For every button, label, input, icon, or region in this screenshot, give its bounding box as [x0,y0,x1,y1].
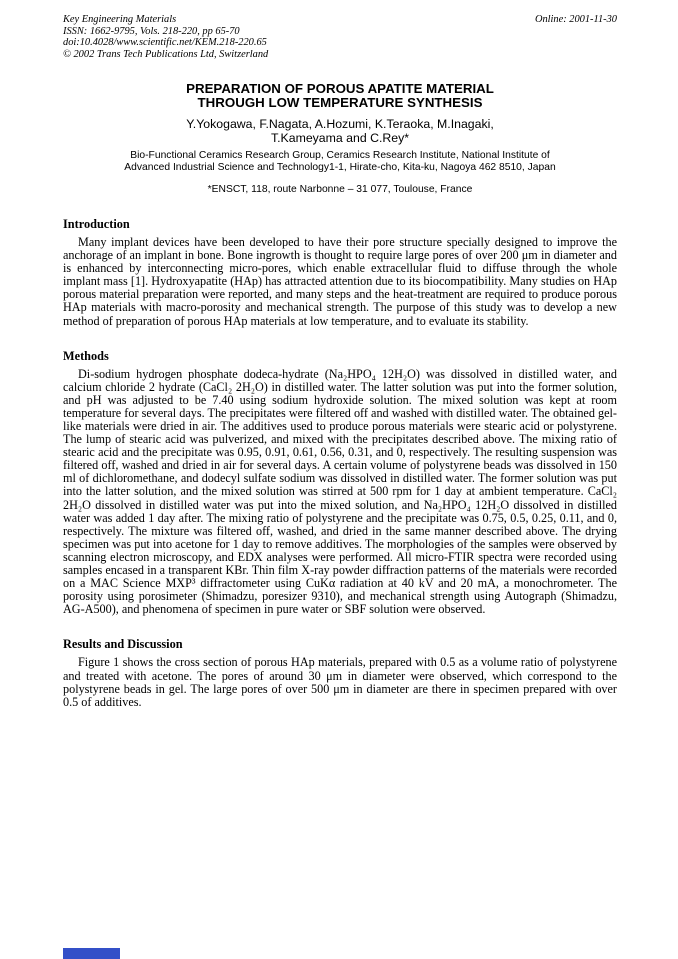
section-heading-results: Results and Discussion [63,637,183,652]
doi-line: doi:10.4028/www.scientific.net/KEM.218-220.65 [63,37,267,49]
introduction-paragraph: Many implant devices have been developed to have their pore structure specially designed to improve the anchorage of an implant in bone. Bone ingrowth is thought to require large pores of over 200 μm in diameter and is enhanced by interconnecting micro-pores, which enable extracellular fluid to diffuse through the whole implant mass [1]. Hydroxyapatite (HAp) has attracted attention due to its biocompatibility. Many studies on HAp porous material preparation were reported, and many steps and the heat-treatment are required to produce porous HAp materials with macro-porosity and mechanical strength. The purpose of this study was to develop a new method of preparation of porous HAp materials at low temperature, and to evaluate its stability. [63,234,617,328]
section-heading-introduction: Introduction [63,216,130,231]
issn-line: ISSN: 1662-9795, Vols. 218-220, pp 65-70 [63,25,240,37]
section-heading-methods: Methods [63,348,109,363]
authors-line-2: T.Kameyama and C.Rey* [270,130,410,145]
affiliation-enscr: *ENSCT, 118, route Narbonne – 31 077, Toulouse, France [207,184,473,196]
section-methods [63,350,617,617]
results-paragraph: Figure 1 shows the cross section of porous HAp materials, prepared with 0.5 as a volume ratio of polystyrene and treated with acetone. The pores of around 30 μm in diameter were observed, which correspond to the polystyrene beads in gel. The large pores of over 500 μm in diameter are there in specimen prepared with over 0.5 of additives. [63,655,617,709]
paper-title [63,82,617,111]
page-header [63,14,617,61]
copyright-line: © 2002 Trans Tech Publications Ltd, Switzerland [63,49,269,61]
affiliation-line-1: Bio-Functional Ceramics Research Group, Ceramics Research Institute, National Institute of [130,150,550,162]
authors [63,118,617,145]
section-results [63,638,617,708]
affiliation [63,150,617,173]
authors-line-1: Y.Yokogawa, F.Nagata, A.Hozumi, K.Teraoka, M.Inagaki, [186,117,494,131]
paper-title-line-2: THROUGH LOW TEMPERATURE SYNTHESIS [197,95,483,111]
affiliation-line-2: Advanced Industrial Science and Technology1-1, Hirate-cho, Kita-ku, Nagoya 462 8510, Japan [124,161,556,173]
paper-title-line-1: PREPARATION OF POROUS APATITE MATERIAL [186,80,494,96]
journal-name: Key Engineering Materials [63,14,177,25]
footer-link-bar[interactable] [63,948,120,959]
journal-info-block [63,14,268,61]
methods-paragraph: Di-sodium hydrogen phosphate dodeca-hydrate (Na₂HPO₄ 12H₂O) was dissolved in distilled water, and calcium chloride 2 hydrate (CaCl₂ 2H₂O) in distilled water. The latter solution was put into the former solution, and pH was adjusted to be 7.40 using sodium hydroxide solution. The mixed solution was kept at room temperature for several days. The precipitates were filtered off and washed with distilled water. The obtained gel-like materials were dried in air. The additives used to produce porous materials were stearic acid or polystyrene. The lump of stearic acid was pulverized, and mixed with the precipitates described above. The mixing ratio of stearic acid and the precipitate was 0.95, 0.91, 0.61, 0.56, 0.31, and 0, respectively. The resulting suspension was filtered off, washed and dried in air for several days. A certain volume of polystyrene beads was dissolved in 150 ml of dichloromethane, and dodecyl sulfate sodium was dissolved in distilled water. The former solution was put into the latter solution, and the mixed solution was stirred at 500 rpm for 1 day at ambient temperature. CaCl₂ 2H₂O dissolved in distilled water was put into the mixed solution, and Na₂HPO₄ 12H₂O dissolved in distilled water was added 1 day after. The mixing ratio of polystyrene and the precipitate was 0.75, 0.5, 0.25, 0.11, and 0, respectively. The mixture was filtered off, washed, and dried in the same manner described above. The drying specimen was put into acetone for 1 day to remove additives. The morphologies of the samples were observed by scanning electron microscopy, and EDX analyses were performed. All micro-FTIR spectra were recorded using samples encased in a transparent KBr. Thin film X-ray powder diffraction patterns of the materials were recorded on a MAC Science MXP³ diffractometer using CuKα radiation at 40 kV and 20 mA, a monochrometer. The porosity using porosimeter (Shimadzu, poresizer 9310), and mechanical strength using Autograph (Shimadzu, AG-A500), and phenomena of specimen in pure water or SBF solution were observed. [63,366,617,617]
section-introduction [63,218,617,328]
online-date: Online: 2001-11-30 [534,14,617,25]
